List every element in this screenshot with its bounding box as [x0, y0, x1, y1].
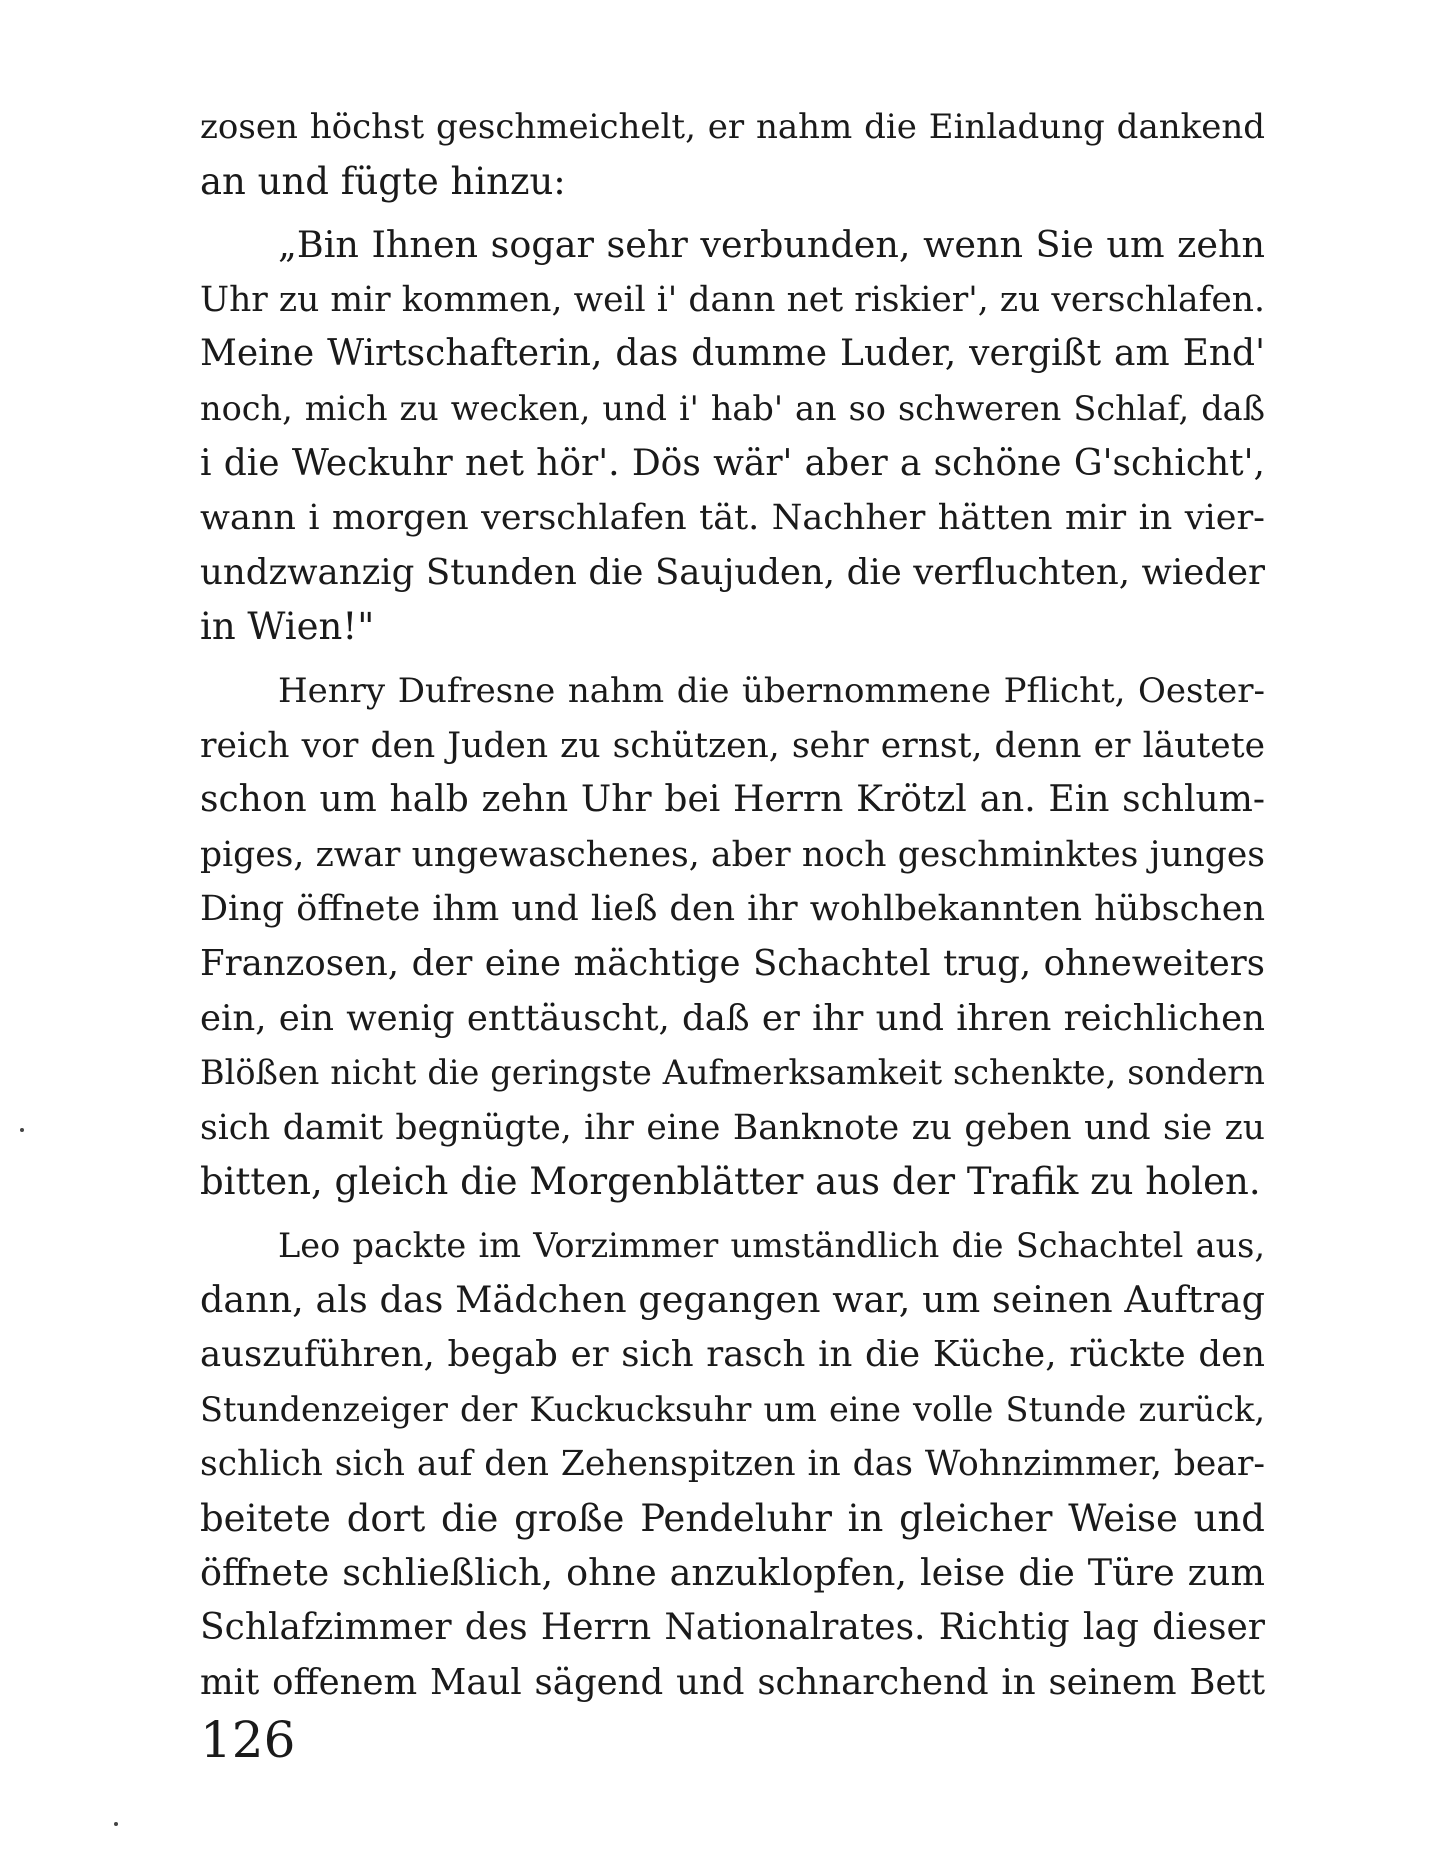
page-number: 126	[200, 1711, 296, 1769]
text-line: schlich sich auf den Zehenspitzen in das Wohnzimmer, bear-	[200, 1444, 1265, 1485]
text-line: Blößen nicht die geringste Aufmerksamkeit schenkte, sondern	[200, 1053, 1265, 1093]
text-line: noch, mich zu wecken, und i' hab' an so schweren Schlaf, daß	[200, 388, 1265, 428]
text-line: an und fügte hinzu:	[200, 159, 566, 203]
text-line: Schlafzimmer des Herrn Nationalrates. Richtig lag dieser	[200, 1607, 1265, 1649]
text-line: in Wien!"	[200, 605, 375, 649]
text-line: Stundenzeiger der Kuckucksuhr um eine volle Stunde zurück,	[200, 1389, 1265, 1429]
body-text	[200, 100, 1265, 1710]
text-line: „Bin Ihnen sogar sehr verbunden, wenn Sie um zehn	[278, 223, 1265, 267]
paragraph	[200, 218, 1265, 655]
text-line: öffnete schließlich, ohne anzuklopfen, leise die Türe zum	[200, 1551, 1265, 1595]
paragraph	[200, 1219, 1265, 1710]
text-line: Ding öffnete ihm und ließ den ihr wohlbekannten hübschen	[200, 889, 1265, 930]
text-line: auszuführen, begab er sich rasch in die Küche, rückte den	[200, 1334, 1265, 1376]
scan-speck	[20, 1128, 24, 1132]
text-line: Henry Dufresne nahm die übernommene Pflicht, Oester-	[278, 670, 1265, 711]
text-line: Uhr zu mir kommen, weil i' dann net riskier', zu verschlafen.	[200, 279, 1265, 320]
text-line: mit offenem Maul sägend und schnarchend in seinem Bett	[200, 1661, 1265, 1703]
text-line: beitete dort die große Pendeluhr in gleicher Weise und	[200, 1496, 1265, 1540]
text-line: dann, als das Mädchen gegangen war, um seinen Auftrag	[200, 1278, 1265, 1322]
text-line: ein, ein wenig enttäuscht, daß er ihr und ihren reichlichen	[200, 997, 1265, 1039]
text-line: Meine Wirtschafterin, das dumme Luder, vergißt am End'	[200, 333, 1265, 375]
text-line: Franzosen, der eine mächtige Schachtel trug, ohneweiters	[200, 942, 1265, 984]
paragraph	[200, 100, 1265, 209]
text-line: bitten, gleich die Morgenblätter aus der Trafik zu holen.	[200, 1160, 1261, 1204]
text-line: zosen höchst geschmeichelt, er nahm die Einladung dankend	[200, 107, 1265, 147]
text-line: piges, zwar ungewaschenes, aber noch geschminktes junges	[200, 834, 1265, 875]
text-line: i die Weckuhr net hör'. Dös wär' aber a schöne G'schicht',	[200, 442, 1265, 484]
text-line: sich damit begnügte, ihr eine Banknote zu geben und sie zu	[200, 1107, 1265, 1148]
paragraph	[200, 664, 1265, 1210]
text-line: undzwanzig Stunden die Saujuden, die verfluchten, wieder	[200, 551, 1265, 593]
text-line: schon um halb zehn Uhr bei Herrn Krötzl an. Ein schlum-	[200, 779, 1265, 821]
scan-speck	[114, 1822, 118, 1826]
text-line: wann i morgen verschlafen tät. Nachher hätten mir in vier-	[200, 498, 1265, 539]
text-line: Leo packte im Vorzimmer umständlich die Schachtel aus,	[278, 1225, 1265, 1265]
text-line: reich vor den Juden zu schützen, sehr ernst, denn er läutete	[200, 725, 1265, 766]
